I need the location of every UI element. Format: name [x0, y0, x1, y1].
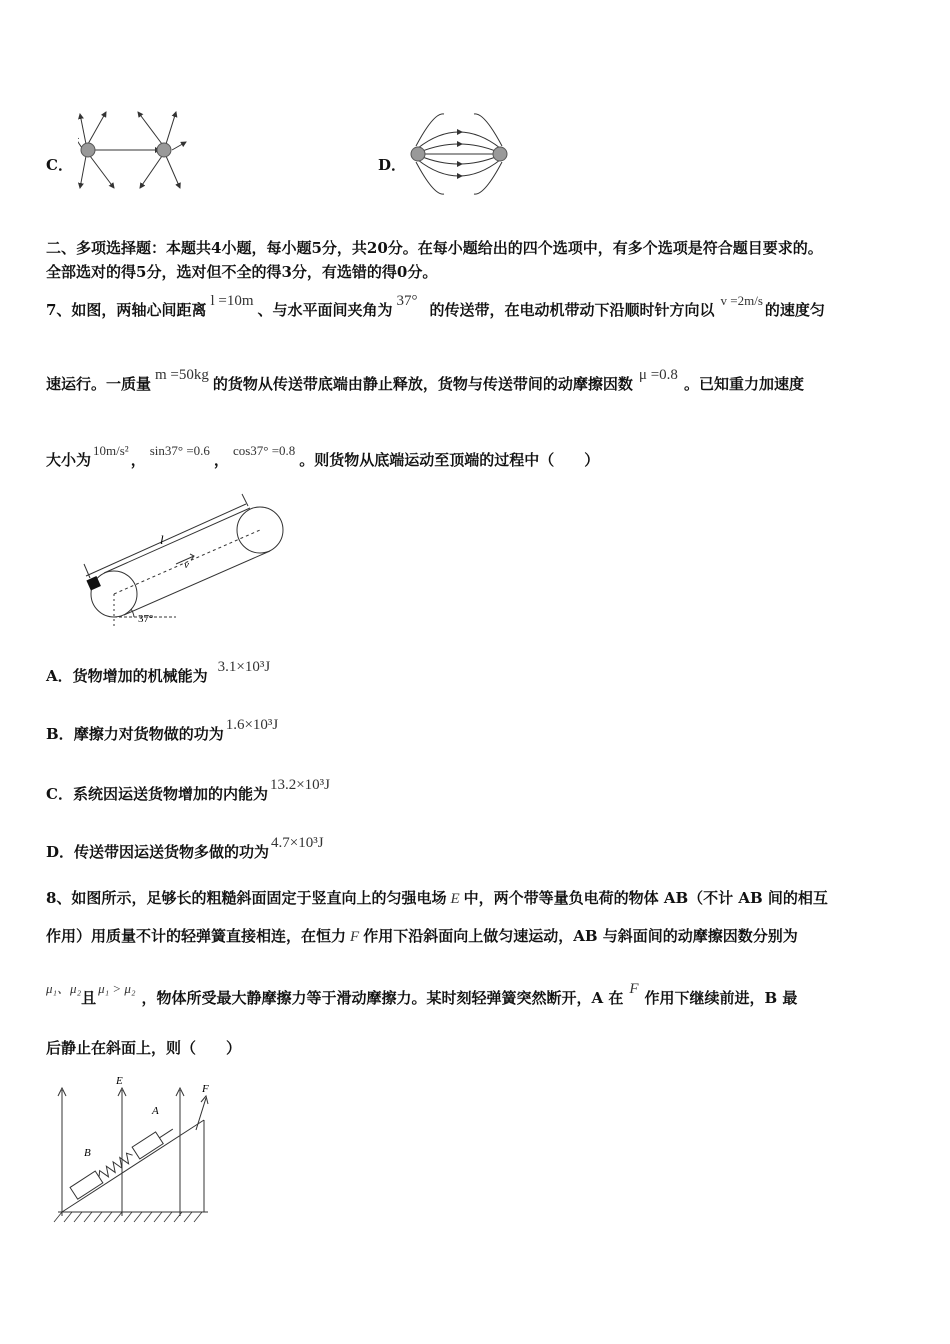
block-b-label: B [84, 1147, 91, 1159]
option-d-label: D． [378, 156, 407, 174]
conveyor-belt-diagram [76, 488, 306, 636]
block-b [70, 1171, 103, 1199]
q8-line3: μ₁、μ₂且μ₁ > μ₂，物体所受最大静摩擦力等于滑动摩擦力。某时刻轻弹簧突然断开，A 在 F 作用下继续前进，B 最 [46, 981, 798, 1007]
block-a-label: A [152, 1105, 159, 1117]
section-heading-line2: 全部选对的得5分，选对但不全的得3分，有选错的得0分。 [46, 263, 438, 281]
option-c-label: C． [46, 156, 73, 174]
angle-label: 37° [138, 613, 154, 625]
q7-line3: 大小为10m/s²，sin37° =0.6，cos37° =0.8。则货物从底端运动至顶端的过程中（ ） [46, 443, 600, 469]
block-a [132, 1132, 163, 1159]
field-lines-diagram-c [78, 108, 188, 194]
velocity-label: v [184, 559, 189, 571]
q7-line1: 7、如图，两轴心间距离 l =10m 、与水平面间夹角为 37° 的传送带，在电动机带动下沿顺时针方向以v =2m/s的速度匀 [46, 293, 825, 319]
q7-option-d: D．传送带因运送货物多做的功为 4.7×10³J [46, 835, 324, 861]
section-heading-line1: 二、多项选择题：本题共4小题，每小题5分，共20分。在每小题给出的四个选项中，有多个选项是符合题目要求的。 [46, 239, 823, 257]
belt-length-label: l [160, 532, 164, 547]
q7-option-c: C．系统因运送货物增加的内能为 13.2×10³J [46, 777, 331, 803]
cargo-block [86, 576, 101, 591]
incline-spring-diagram [44, 1070, 224, 1230]
q7-line2: 速运行。一质量 m =50kg 的货物从传送带底端由静止释放，货物与传送带间的动摩擦因数 μ =0.8 。已知重力加速度 [46, 367, 804, 393]
q8-line2: 作用）用质量不计的轻弹簧直接相连，在恒力 F 作用下沿斜面向上做匀速运动，AB 与斜面间的动摩擦因数分别为 [46, 927, 798, 945]
q7-option-a: A．货物增加的机械能为 3.1×10³J [46, 659, 271, 685]
q8-line1: 8、如图所示，足够长的粗糙斜面固定于竖直向上的匀强电场 E 中，两个带等量负电荷的物体 AB（不计 AB 间的相互 [46, 889, 828, 907]
q8-line4: 后静止在斜面上，则（ ） [46, 1039, 242, 1057]
q7-option-b: B．摩擦力对货物做的功为 1.6×10³J [46, 717, 279, 743]
field-e-label: E [116, 1075, 123, 1087]
force-f-label: F [202, 1083, 209, 1095]
field-lines-diagram-d [404, 112, 514, 198]
